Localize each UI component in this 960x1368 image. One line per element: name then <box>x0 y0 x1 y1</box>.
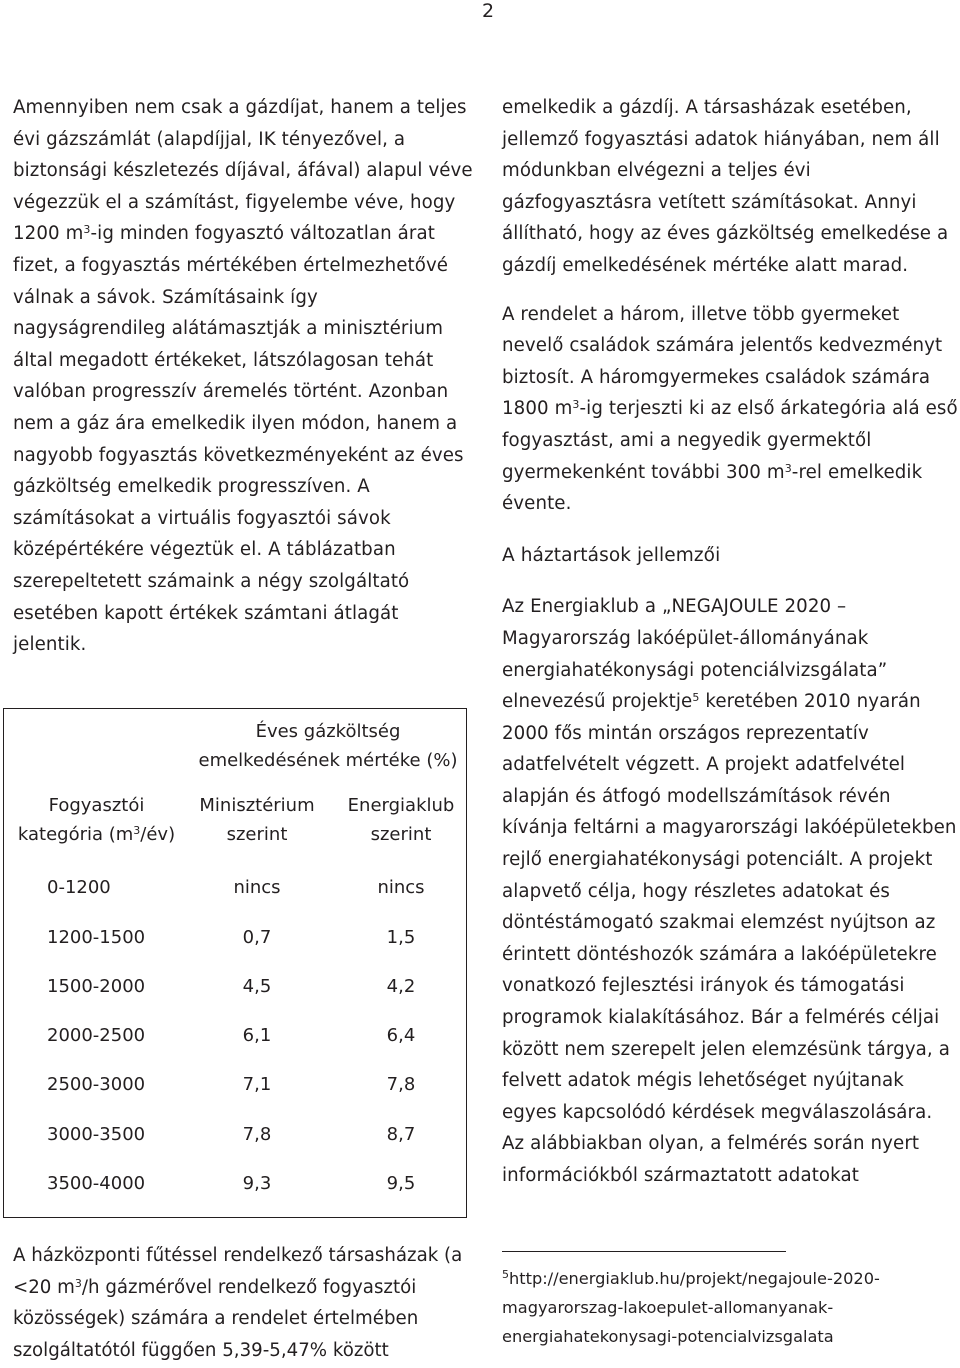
cell-ministry: nincs <box>233 877 281 898</box>
text-run: /év) <box>140 824 176 845</box>
section-heading: A háztartások jellemzői <box>502 544 721 566</box>
cell-ministry: 9,3 <box>242 1173 272 1194</box>
column-header-energiaklub: Energiaklub szerint <box>347 795 455 845</box>
text-run: Az Energiaklub a „NEGAJOULE 2020 – Magyarország lakóépület-állományának energiahatékonysági potenciálvizsgálata” elnevezésű projektje <box>502 596 888 713</box>
text-run: /h gázmérővel rendelkező fogyasztói közösségek) számára a rendelet értelmében szolgáltatótól függően 5,39-5,47% között <box>13 1276 419 1361</box>
paragraph-condos: emelkedik a gázdíj. A társasházak esetében, jellemző fogyasztási adatok hiányában, nem áll módunkban elvégezni a teljes évi gázfogyasztásra vetített számításokat. Annyi állítható, hogy az éves gázköltség emelkedése a gázdíj emelkedésének mértéke alatt marad. <box>502 97 949 276</box>
left-column <box>13 92 473 661</box>
table-row <box>4 1070 468 1100</box>
footnote <box>502 1264 952 1351</box>
footnote-divider <box>502 1251 786 1252</box>
text-run: Fogyasztói kategória (m <box>17 795 145 845</box>
paragraph-negajoule <box>502 591 958 1191</box>
cell-energiaklub: 9,5 <box>386 1173 416 1194</box>
text-run: A házközponti fűtéssel rendelkező társasházak (a <20 m <box>13 1245 463 1298</box>
column-header-category <box>4 791 189 849</box>
text-run: -ig minden fogyasztó változatlan árat fizet, a fogyasztás mértékében értelmezhetővé válnak a sávok. Számításaink így nagyságrendileg alátámasztják a minisztérium által megadott értékeket, látszólagosan tehát valóban progresszív áremelés történt. Azonban nem a gáz ára emelkedik ilyen módon, hanem a nagyobb fogyasztás következményeként az éves gázköltség emelkedik progresszíven. A számításokat a virtuális fogyasztói sávok középértékére végeztük el. A táblázatban szerepeltetett számaink a négy szolgáltató esetében kapott értékek számtani átlagát jelentik. <box>13 223 464 656</box>
table-row <box>4 1021 468 1051</box>
cell-category: 1500-2000 <box>47 976 146 997</box>
cell-energiaklub: 4,2 <box>386 976 416 997</box>
text-run: -ig terjeszti ki az első árkategória alá eső fogyasztást, ami a negyedik gyermektől gyermekenként további 300 m <box>502 398 958 483</box>
cell-category: 2500-3000 <box>47 1074 146 1095</box>
cell-energiaklub: nincs <box>377 877 425 898</box>
paragraph-families <box>502 299 958 520</box>
intro-paragraph <box>13 92 473 661</box>
superscript: 3 <box>74 1276 82 1290</box>
table-row <box>4 873 468 903</box>
cell-category: 2000-2500 <box>47 1025 146 1046</box>
cell-energiaklub: 1,5 <box>386 927 416 948</box>
text-run: keretében 2010 nyarán 2000 fős mintán országos reprezentatív adatfelvételt végzett. A projekt adatfelvétel alapján és átfogó modellszámítások révén kívánja feltárni a magyarországi lakóépületekben rejlő energiahatékonysági potenciált. A projekt alapvető célja, hogy részletes adatokat és döntéstámogató szakmai elemzést nyújtson az érintett döntéshozók számára a lakóépületekre vonatkozó fejlesztési irányok és támogatási programok kialakításához. Bár a felmérés céljai között nem szerepelt jelen elemzésünk tárgya, a felvett adatok mégis lehetőséget nyújtanak egyes kapcsolódó kérdések megválaszolására. Az alábbiakban olyan, a felmérés során nyert információkból származtatott adatokat <box>502 691 957 1186</box>
cell-ministry: 4,5 <box>242 976 272 997</box>
cell-energiaklub: 8,7 <box>386 1124 416 1145</box>
superscript: 3 <box>572 398 580 412</box>
table-group-header: Éves gázköltség emelkedésének mértéke (%) <box>198 721 458 771</box>
cell-category: 0-1200 <box>47 877 111 898</box>
footnote-number: 5 <box>502 1268 509 1281</box>
footnote-ref[interactable]: 5 <box>692 691 700 705</box>
table-row <box>4 1169 468 1199</box>
column-header-ministry: Minisztérium szerint <box>199 795 315 845</box>
superscript: 3 <box>784 461 792 475</box>
superscript: 3 <box>133 824 141 837</box>
superscript: 3 <box>83 223 91 237</box>
cell-ministry: 7,1 <box>242 1074 272 1095</box>
right-column <box>502 92 958 1192</box>
table-row <box>4 923 468 953</box>
table-row <box>4 972 468 1002</box>
cell-category: 1200-1500 <box>47 927 146 948</box>
cell-energiaklub: 6,4 <box>386 1025 416 1046</box>
footnote-link[interactable]: http://energiaklub.hu/projekt/negajoule-2020-magyarorszag-lakoepulet-allomanyanak-energiahatekonysagi-potencialvizsgalata <box>502 1269 880 1346</box>
table-row <box>4 1120 468 1150</box>
cell-ministry: 6,1 <box>242 1025 272 1046</box>
text-run: -rel emelkedik évente. <box>502 461 923 515</box>
cell-energiaklub: 7,8 <box>386 1074 416 1095</box>
cell-category: 3000-3500 <box>47 1124 146 1145</box>
cell-ministry: 0,7 <box>242 927 272 948</box>
cell-category: 3500-4000 <box>47 1173 146 1194</box>
text-run: A rendelet a három, illetve több gyermeket nevelő családok számára jelentős kedvezményt biztosít. A háromgyermekes családok számára 1800 m <box>502 303 943 420</box>
text-run: Amennyiben nem csak a gázdíjat, hanem a teljes évi gázszámlát (alapdíjjal, IK tényezővel, a biztonsági készletezés díjával, áfával) alapul véve végezzük el a számítást, figyelembe véve, hogy 1200 m <box>13 97 473 245</box>
gas-cost-table <box>3 708 467 1218</box>
left-bottom-paragraph <box>13 1240 473 1366</box>
page-number: 2 <box>482 0 495 22</box>
cell-ministry: 7,8 <box>242 1124 272 1145</box>
